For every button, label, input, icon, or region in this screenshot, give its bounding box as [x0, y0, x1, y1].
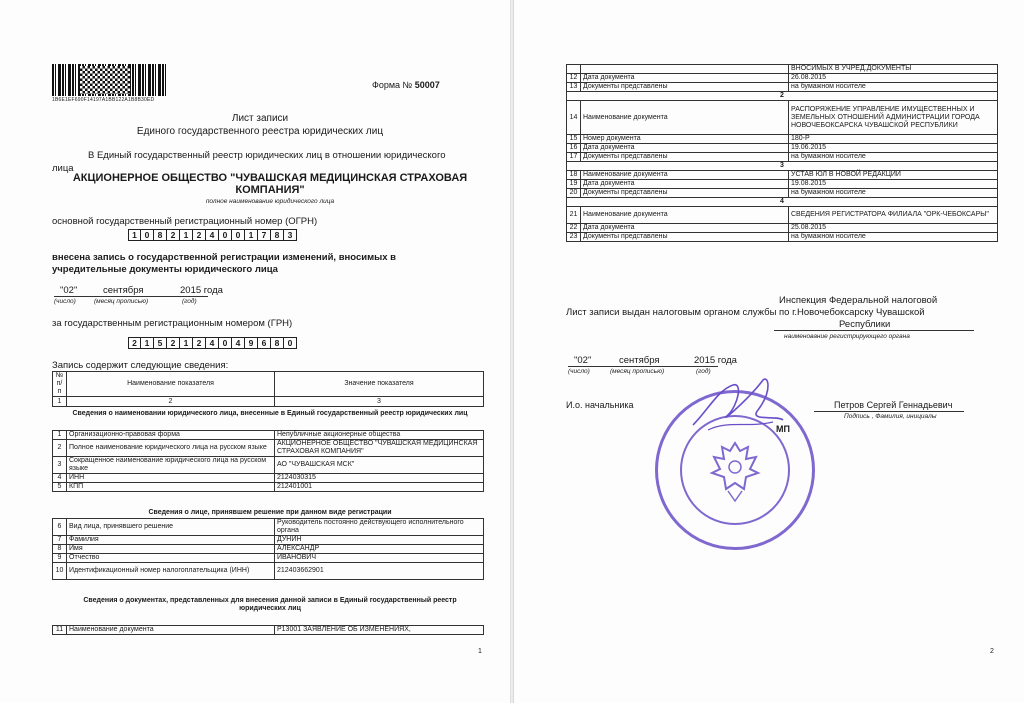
signer-underline	[814, 411, 964, 412]
section-3-table	[52, 625, 484, 635]
header-value: Значение показателя	[275, 372, 484, 397]
page-number: 1	[478, 648, 482, 655]
cell-n: 19	[567, 180, 581, 189]
cell-name: Организационно-правовая форма	[67, 431, 275, 440]
ogrn-digit: 1	[128, 229, 141, 241]
cell-n: 10	[53, 563, 67, 580]
cell-n: 3	[53, 457, 67, 474]
grn-digit: 0	[284, 337, 297, 349]
grn-digit: 6	[258, 337, 271, 349]
cell-n: 8	[53, 545, 67, 554]
barcode-text: 1B6E1EF690F14197A1BB122A1B8B30ED	[52, 97, 155, 103]
table-row	[53, 457, 484, 474]
table-row	[567, 189, 998, 198]
p2-date-month: сентября	[619, 355, 660, 366]
grn-digit: 5	[154, 337, 167, 349]
cell-value: 180-Р	[789, 135, 998, 144]
mp-label: МП	[776, 424, 790, 434]
intro-text-2: лица	[52, 163, 74, 174]
group-label: 3	[567, 162, 998, 171]
cell-value: Непубличные акционерные общества	[275, 431, 484, 440]
authority-line1: Инспекция Федеральной налоговой	[779, 295, 938, 306]
form-number: Форма № 50007	[372, 80, 440, 90]
cell-value: 19.06.2015	[789, 144, 998, 153]
p2-date-underline	[568, 366, 718, 367]
grn-digit: 2	[193, 337, 206, 349]
cell-value: УСТАВ ЮЛ В НОВОЙ РЕДАКЦИИ	[789, 171, 998, 180]
documents-table	[566, 64, 998, 242]
cell-value: на бумажном носителе	[789, 189, 998, 198]
grn-digit: 8	[271, 337, 284, 349]
cell-value: на бумажном носителе	[789, 83, 998, 92]
authority-line2: Лист записи выдан налоговым органом службы по г.Новочебоксарску Чувашской	[566, 307, 925, 318]
table-row	[53, 431, 484, 440]
cell-name: Сокращенное наименование юридического лица на русском языке	[67, 457, 275, 474]
header-name: Наименование показателя	[67, 372, 275, 397]
cell-value: 26.08.2015	[789, 74, 998, 83]
signer-caption: Подпись , Фамилия, инициалы	[844, 413, 937, 420]
ogrn-digit: 7	[258, 229, 271, 241]
cell-name: Идентификационный номер налогоплательщика (ИНН)	[67, 563, 275, 580]
cell-n: 5	[53, 483, 67, 492]
group-row	[567, 198, 998, 207]
signer-name: Петров Сергей Геннадьевич	[834, 400, 953, 410]
grn-digit: 9	[245, 337, 258, 349]
cell-value: АКЦИОНЕРНОЕ ОБЩЕСТВО "ЧУВАШСКАЯ МЕДИЦИНСКАЯ СТРАХОВАЯ КОМПАНИЯ"	[275, 440, 484, 457]
cell-n: 21	[567, 207, 581, 224]
header-table	[52, 371, 484, 407]
coat-of-arms-icon	[704, 437, 766, 505]
ogrn-label: основной государственный регистрационный номер (ОГРН)	[52, 216, 318, 227]
continued-value: ВНОСИМЫХ В УЧРЕД.ДОКУМЕНТЫ	[789, 65, 998, 74]
group-label: 4	[567, 198, 998, 207]
cell-n: 4	[53, 474, 67, 483]
cell-n: 13	[567, 83, 581, 92]
section-2-table	[52, 518, 484, 580]
ogrn-cells	[128, 229, 297, 241]
ogrn-digit: 0	[219, 229, 232, 241]
contains-label: Запись содержит следующие сведения:	[52, 360, 229, 371]
grn-digit: 1	[141, 337, 154, 349]
doc-subtitle: Единого государственного реестра юридических лиц	[136, 126, 384, 137]
cell-name: Дата документа	[581, 144, 789, 153]
cell-value: 212403662901	[275, 563, 484, 580]
page-2	[514, 0, 1024, 703]
table-row	[53, 483, 484, 492]
group-label: 2	[567, 92, 998, 101]
cell-value: на бумажном носителе	[789, 153, 998, 162]
cell-name: Полное наименование юридического лица на русском языке	[67, 440, 275, 457]
cell-name: КПП	[67, 483, 275, 492]
company-caption: полное наименование юридического лица	[205, 198, 335, 205]
cell-name: Наименование документа	[581, 171, 789, 180]
cell-n: 1	[53, 431, 67, 440]
grn-digit: 0	[219, 337, 232, 349]
table-row	[567, 83, 998, 92]
table-row	[567, 144, 998, 153]
p2-date-day: "02"	[574, 355, 592, 366]
cell-name: Дата документа	[581, 180, 789, 189]
colnum-3: 3	[275, 397, 484, 407]
table-row	[567, 171, 998, 180]
table-row	[53, 554, 484, 563]
p2-caption-day: (число)	[568, 368, 590, 375]
page-number-2: 2	[990, 648, 994, 655]
official-stamp	[655, 390, 815, 550]
cell-n: 11	[53, 626, 67, 635]
cell-name: Документы представлены	[581, 83, 789, 92]
authority-caption: наименование регистрирующего органа	[784, 333, 910, 340]
table-row	[567, 135, 998, 144]
authority-line3: Республики	[839, 319, 891, 330]
grn-digit: 4	[232, 337, 245, 349]
cell-value: ИВАНОВИЧ	[275, 554, 484, 563]
table-row	[567, 224, 998, 233]
cell-value: Руководитель постоянно действующего исполнительного органа	[275, 519, 484, 536]
table-row	[53, 563, 484, 580]
cell-n: 20	[567, 189, 581, 198]
cell-name: Дата документа	[581, 74, 789, 83]
cell-n: 12	[567, 74, 581, 83]
cell-value: 19.08.2015	[789, 180, 998, 189]
cell-value: на бумажном носителе	[789, 233, 998, 242]
cell-name: Наименование документа	[581, 101, 789, 135]
ogrn-digit: 1	[245, 229, 258, 241]
date-year: 2015 года	[180, 285, 223, 296]
p2-date-year: 2015 года	[694, 355, 737, 366]
grn-cells	[128, 337, 297, 349]
grn-digit: 1	[180, 337, 193, 349]
date-month: сентября	[103, 285, 144, 296]
ogrn-digit: 8	[154, 229, 167, 241]
cell-name: ИНН	[67, 474, 275, 483]
group-row	[567, 92, 998, 101]
ogrn-digit: 0	[232, 229, 245, 241]
table-row	[567, 233, 998, 242]
page-1	[0, 0, 510, 703]
table-row	[567, 74, 998, 83]
cell-n: 14	[567, 101, 581, 135]
record-line2: учредительные документы юридического лица	[52, 264, 278, 275]
table-row	[567, 153, 998, 162]
authority-underline	[774, 330, 974, 331]
grn-digit: 2	[128, 337, 141, 349]
table-row	[53, 474, 484, 483]
cell-n: 22	[567, 224, 581, 233]
company-name-line2: КОМПАНИЯ"	[235, 184, 305, 196]
table-row	[567, 180, 998, 189]
cell-n: 17	[567, 153, 581, 162]
cell-name: Наименование документа	[67, 626, 275, 635]
ogrn-digit: 1	[180, 229, 193, 241]
cell-n: 2	[53, 440, 67, 457]
table-row	[53, 545, 484, 554]
ogrn-digit: 2	[193, 229, 206, 241]
cell-name: Документы представлены	[581, 189, 789, 198]
signer-position: И.о. начальника	[566, 400, 634, 410]
cell-value: 25.08.2015	[789, 224, 998, 233]
table-row	[53, 536, 484, 545]
date-caption-year: (год)	[182, 298, 197, 305]
cell-name: Документы представлены	[581, 153, 789, 162]
header-num: № п/п	[53, 372, 67, 397]
barcode-pattern	[80, 66, 130, 94]
cell-value: РАСПОРЯЖЕНИЕ УПРАВЛЕНИЕ ИМУЩЕСТВЕННЫХ И ЗЕМЕЛЬНЫХ ОТНОШЕНИЙ АДМИНИСТРАЦИИ ГОРОДА НОВОЧЕБОКСАРСКА ЧУВАШСКОЙ РЕСПУБЛИКИ	[789, 101, 998, 135]
date-underline	[54, 296, 208, 297]
cell-name: Дата документа	[581, 224, 789, 233]
record-line1: внесена запись о государственной регистрации изменений, вносимых в	[52, 252, 396, 263]
ogrn-digit: 3	[284, 229, 297, 241]
ogrn-digit: 2	[167, 229, 180, 241]
colnum-2: 2	[67, 397, 275, 407]
table-row	[567, 101, 998, 135]
cell-name: Номер документа	[581, 135, 789, 144]
table-row	[53, 440, 484, 457]
grn-label: за государственным регистрационным номером (ГРН)	[52, 318, 293, 329]
cell-n: 15	[567, 135, 581, 144]
cell-n: 23	[567, 233, 581, 242]
colnum-1: 1	[53, 397, 67, 407]
cell-value: 212401001	[275, 483, 484, 492]
intro-text: В Единый государственный реестр юридических лиц в отношении юридического	[88, 150, 446, 161]
cell-name: Документы представлены	[581, 233, 789, 242]
cell-name: Фамилия	[67, 536, 275, 545]
section-1-title: Сведения о наименовании юридического лица, внесенные в Единый государственный реестр юридических лиц	[72, 410, 468, 417]
cell-name: Наименование документа	[581, 207, 789, 224]
cell-value: АЛЕКСАНДР	[275, 545, 484, 554]
cell-n: 16	[567, 144, 581, 153]
cell-n: 7	[53, 536, 67, 545]
cell-n: 18	[567, 171, 581, 180]
date-day: "02"	[60, 285, 78, 296]
p2-caption-month: (месяц прописью)	[610, 368, 665, 375]
company-name-line1: АКЦИОНЕРНОЕ ОБЩЕСТВО "ЧУВАШСКАЯ МЕДИЦИНСКАЯ СТРАХОВАЯ	[72, 172, 468, 184]
ogrn-digit: 8	[271, 229, 284, 241]
p2-caption-year: (год)	[696, 368, 711, 375]
stamp-inner-ring	[680, 415, 790, 525]
cell-n: 9	[53, 554, 67, 563]
cell-value: СВЕДЕНИЯ РЕГИСТРАТОРА ФИЛИАЛА "ОРК-ЧЕБОКСАРЫ"	[789, 207, 998, 224]
date-caption-month: (месяц прописью)	[94, 298, 149, 305]
cell-name: Отчество	[67, 554, 275, 563]
section-2-title: Сведения о лице, принявшем решение при данном виде регистрации	[148, 509, 392, 516]
grn-digit: 4	[206, 337, 219, 349]
cell-value: Р13001 ЗАЯВЛЕНИЕ ОБ ИЗМЕНЕНИЯХ,	[275, 626, 484, 635]
cell-name: Имя	[67, 545, 275, 554]
section-1-table	[52, 430, 484, 492]
cell-value: АО "ЧУВАШСКАЯ МСК"	[275, 457, 484, 474]
cell-value: ДУНИН	[275, 536, 484, 545]
table-row	[53, 519, 484, 536]
cell-n: 6	[53, 519, 67, 536]
table-row	[53, 626, 484, 635]
cell-name: Вид лица, принявшего решение	[67, 519, 275, 536]
ogrn-digit: 0	[141, 229, 154, 241]
table-row	[567, 207, 998, 224]
section-3-title: Сведения о документах, представленных для внесения данной записи в Единый государственный реестр юридических лиц	[83, 597, 457, 612]
cell-value: 2124030315	[275, 474, 484, 483]
date-caption-day: (число)	[54, 298, 76, 305]
group-row	[567, 162, 998, 171]
grn-digit: 2	[167, 337, 180, 349]
ogrn-digit: 4	[206, 229, 219, 241]
doc-title: Лист записи	[231, 113, 289, 124]
